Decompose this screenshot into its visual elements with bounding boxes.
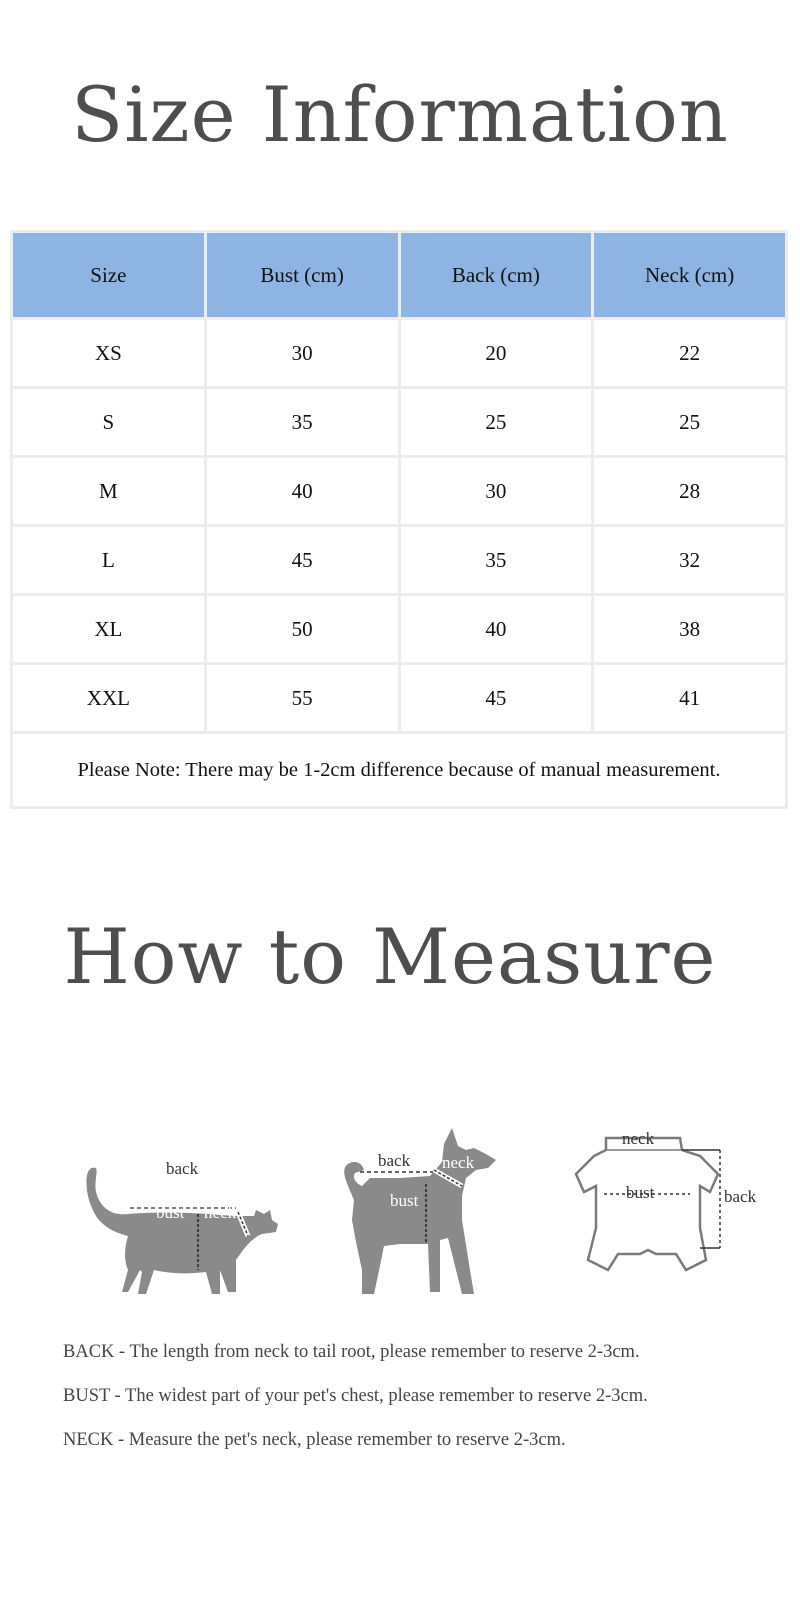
cell-size: M: [12, 457, 206, 526]
table-row: [12, 595, 787, 664]
dog-back-label: back: [378, 1151, 411, 1170]
clothing-back-label: back: [724, 1187, 757, 1206]
cell-back: 35: [399, 526, 593, 595]
cell-neck: 22: [593, 319, 787, 388]
cell-size: XL: [12, 595, 206, 664]
note-row: [12, 733, 787, 808]
table-row: [12, 526, 787, 595]
cell-neck: 25: [593, 388, 787, 457]
table-row: [12, 457, 787, 526]
cell-size: S: [12, 388, 206, 457]
cat-back-label: back: [166, 1159, 199, 1178]
neck-description: NECK - Measure the pet's neck, please remember to reserve 2-3cm.: [63, 1430, 566, 1450]
cell-back: 45: [399, 664, 593, 733]
cell-bust: 55: [205, 664, 399, 733]
size-table: [10, 230, 788, 809]
cat-neck-label: neck: [204, 1203, 237, 1222]
cell-back: 40: [399, 595, 593, 664]
cat-bust-label: bust: [156, 1203, 185, 1222]
back-description: BACK - The length from neck to tail root, please remember to reserve 2-3cm.: [63, 1342, 640, 1362]
cell-back: 30: [399, 457, 593, 526]
header-back: Back (cm): [399, 232, 593, 319]
how-to-measure-title: How to Measure: [63, 912, 717, 1001]
pet-clothing-icon: [576, 1129, 757, 1270]
table-row: [12, 319, 787, 388]
measurement-diagram: [0, 1120, 800, 1460]
header-size: Size: [12, 232, 206, 319]
cell-neck: 41: [593, 664, 787, 733]
dog-neck-label: neck: [442, 1153, 475, 1172]
cell-size: XS: [12, 319, 206, 388]
bust-description: BUST - The widest part of your pet's chest, please remember to reserve 2-3cm.: [63, 1386, 648, 1406]
table-row: [12, 664, 787, 733]
cell-neck: 32: [593, 526, 787, 595]
cell-bust: 45: [205, 526, 399, 595]
size-information-title: Size Information: [71, 70, 729, 159]
header-bust: Bust (cm): [205, 232, 399, 319]
table-row: [12, 388, 787, 457]
cell-bust: 35: [205, 388, 399, 457]
cell-back: 25: [399, 388, 593, 457]
measurement-note: Please Note: There may be 1-2cm difference because of manual measurement.: [12, 733, 787, 808]
cell-neck: 28: [593, 457, 787, 526]
cell-bust: 30: [205, 319, 399, 388]
cat-silhouette-icon: [86, 1159, 278, 1294]
dog-silhouette-icon: [344, 1128, 496, 1294]
cell-bust: 50: [205, 595, 399, 664]
clothing-bust-label: bust: [626, 1183, 655, 1202]
cell-neck: 38: [593, 595, 787, 664]
cell-bust: 40: [205, 457, 399, 526]
cell-size: L: [12, 526, 206, 595]
table-header-row: [12, 232, 787, 319]
cell-back: 20: [399, 319, 593, 388]
cell-size: XXL: [12, 664, 206, 733]
header-neck: Neck (cm): [593, 232, 787, 319]
clothing-neck-label: neck: [622, 1129, 655, 1148]
dog-bust-label: bust: [390, 1191, 419, 1210]
